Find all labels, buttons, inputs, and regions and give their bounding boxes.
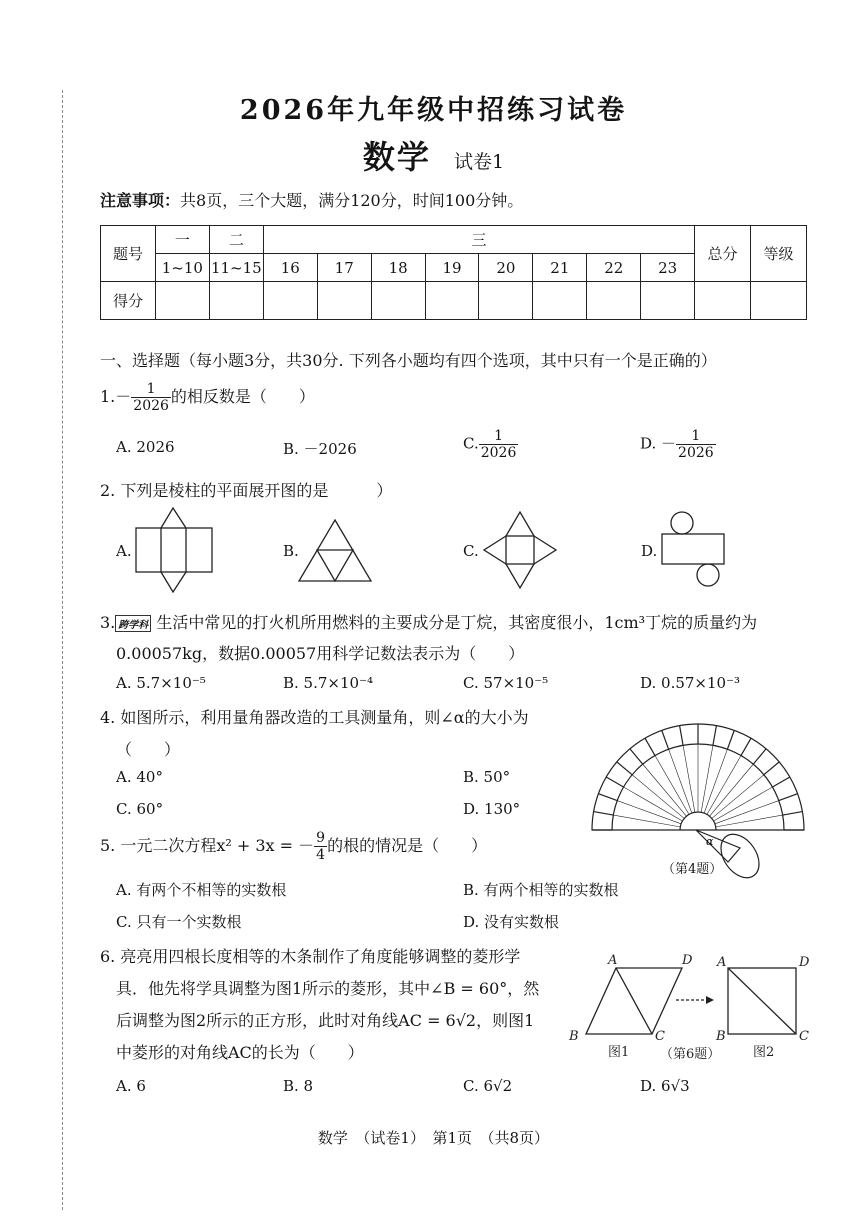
q5-fraction xyxy=(314,830,327,863)
protractor-tick xyxy=(645,738,655,755)
q-num: 17 xyxy=(317,254,371,282)
protractor-tick xyxy=(606,777,623,787)
rhombus-diagonal xyxy=(616,968,652,1034)
protractor-tick xyxy=(764,762,779,775)
q6-option-b: B. 8 xyxy=(283,1077,314,1095)
question-6: 6. 亮亮用四根长度相等的木条制作了角度能够调整的菱形学 xyxy=(100,947,521,966)
page-footer: 数学 （试卷1） 第1页 （共8页） xyxy=(317,1129,550,1147)
fig1-vertex-a: A xyxy=(608,953,618,968)
q6-caption: （第6题） xyxy=(660,1047,721,1062)
q6-stem-line3: 后调整为图2所示的正方形，此时对角线AC = 6√2，则图1 xyxy=(116,1011,535,1030)
protractor-ray xyxy=(704,749,727,813)
q2-option-d: D. xyxy=(641,542,658,560)
numerator: 1 xyxy=(479,428,519,445)
q2-figure-d xyxy=(660,510,726,590)
q5-stem: 的根的情况是（ ） xyxy=(327,836,488,855)
q1-option-c-label: C. xyxy=(463,434,479,453)
denominator: 4 xyxy=(316,847,326,863)
q2-figure-c xyxy=(482,510,558,590)
notice-label: 注意事项： xyxy=(100,191,181,210)
protractor-tick xyxy=(779,794,798,801)
q1-option-d xyxy=(640,428,716,461)
q2-option-b: B. xyxy=(283,542,299,560)
protractor-ray xyxy=(669,749,692,813)
score-cell[interactable] xyxy=(587,282,641,320)
range-11-15: 11~15 xyxy=(209,254,263,282)
q1-option-c xyxy=(463,428,518,461)
protractor-tick xyxy=(727,730,734,749)
protractor-ray xyxy=(613,815,680,827)
row-label-score: 得分 xyxy=(101,282,156,320)
question-5 xyxy=(100,830,487,863)
notice-text: 共8页，三个大题，满分120分，时间100分钟。 xyxy=(180,191,524,210)
angle-alpha-label: α xyxy=(706,835,714,848)
q4-stem-line2: （ ） xyxy=(116,740,181,759)
fig2-vertex-b: B xyxy=(716,1029,726,1044)
q3-stem-line1: 生活中常见的打火机所用燃料的主要成分是丁烷，其密度很小，1cm³丁烷的质量约为 xyxy=(156,613,758,632)
row-label-question: 题号 xyxy=(101,226,156,282)
q1-denominator: 2026 xyxy=(133,398,169,414)
protractor-tick xyxy=(772,777,789,787)
binding-margin-line xyxy=(62,90,63,1210)
q3-stem-line2: 0.00057kg，数据0.00057用科学记数法表示为（ ） xyxy=(116,644,525,663)
score-cell[interactable] xyxy=(641,282,695,320)
protractor-tick xyxy=(680,726,683,746)
question-3 xyxy=(100,610,757,633)
section-two: 二 xyxy=(209,226,263,254)
q6-option-a: A. 6 xyxy=(116,1077,146,1095)
question-1 xyxy=(100,381,315,414)
q6-stem-line2: 具．他先将学具调整为图1所示的菱形，其中∠B = 60°，然 xyxy=(116,979,540,998)
score-cell[interactable] xyxy=(263,282,317,320)
q5-option-c: C. 只有一个实数根 xyxy=(116,913,242,931)
score-cell[interactable] xyxy=(155,282,209,320)
q6-option-c: C. 6√2 xyxy=(463,1077,513,1095)
denominator: 2026 xyxy=(480,445,517,461)
protractor-tick xyxy=(630,749,643,764)
q-num: 20 xyxy=(479,254,533,282)
fig2-vertex-c: C xyxy=(799,1029,809,1044)
q5-option-b: B. 有两个相等的实数根 xyxy=(463,881,619,899)
protractor-tick xyxy=(783,812,803,815)
protractor-tick xyxy=(617,762,632,775)
score-cell[interactable] xyxy=(209,282,263,320)
q3-option-c: C. 57×10⁻⁵ xyxy=(463,674,549,692)
protractor-tick xyxy=(753,749,766,764)
q1-option-d-fraction xyxy=(676,428,716,461)
section-one: 一 xyxy=(155,226,209,254)
q1-number: 1. xyxy=(100,387,116,406)
q1-numerator: 1 xyxy=(131,381,171,398)
q1-option-b: B. －2026 xyxy=(283,440,357,458)
protractor-tick xyxy=(594,812,614,815)
q1-option-d-label: D. － xyxy=(640,434,677,453)
q1-option-c-fraction xyxy=(479,428,519,461)
q-num: 16 xyxy=(263,254,317,282)
score-cell[interactable] xyxy=(750,282,806,320)
q-num: 21 xyxy=(533,254,587,282)
subject-line xyxy=(0,132,867,178)
q5-option-d: D. 没有实数根 xyxy=(463,913,560,931)
q3-option-b: B. 5.7×10⁻⁴ xyxy=(283,674,373,692)
protractor-ray xyxy=(715,801,779,824)
q2-option-c: C. xyxy=(463,542,479,560)
score-cell[interactable] xyxy=(371,282,425,320)
fig1-vertex-d: D xyxy=(682,953,693,968)
q5-equation: 5. 一元二次方程x² + 3x = － xyxy=(100,836,315,855)
q6-figure xyxy=(566,950,816,1065)
fig2-caption: 图2 xyxy=(753,1045,775,1060)
fig1-vertex-c: C xyxy=(655,1029,665,1044)
q1-fraction xyxy=(131,381,171,414)
fig1-caption: 图1 xyxy=(608,1045,630,1060)
q3-option-a: A. 5.7×10⁻⁵ xyxy=(116,674,206,692)
score-cell[interactable] xyxy=(425,282,479,320)
total-header: 总分 xyxy=(695,226,751,282)
protractor-ray xyxy=(716,815,783,827)
fig2-vertex-a: A xyxy=(717,955,727,970)
protractor-ray xyxy=(617,801,681,824)
protractor-tick xyxy=(662,730,669,749)
q4-caption: （第4题） xyxy=(662,862,723,877)
q3-option-d: D. 0.57×10⁻³ xyxy=(640,674,741,692)
q4-option-c: C. 60° xyxy=(116,800,164,818)
range-1-10: 1~10 xyxy=(155,254,209,282)
interdisciplinary-logo: 跨学科 xyxy=(115,615,151,632)
fig2-vertex-d: D xyxy=(799,955,810,970)
q4-option-a: A. 40° xyxy=(116,768,163,786)
section-heading: 一、选择题（每小题3分，共30分. 下列各小题均有四个选项，其中只有一个是正确的） xyxy=(100,351,717,370)
protractor-ray xyxy=(683,745,695,812)
q3-number: 3. xyxy=(100,613,116,632)
q4-option-b: B. 50° xyxy=(463,768,511,786)
q-num: 19 xyxy=(425,254,479,282)
q6-option-d: D. 6√3 xyxy=(640,1077,690,1095)
q5-option-a: A. 有两个不相等的实数根 xyxy=(116,881,287,899)
q1-stem: 的相反数是（ ） xyxy=(170,387,315,406)
section-three: 三 xyxy=(263,226,694,254)
q4-option-d: D. 130° xyxy=(463,800,521,818)
numerator: 9 xyxy=(316,830,326,846)
grade-header: 等级 xyxy=(750,226,806,282)
score-cell[interactable] xyxy=(317,282,371,320)
score-cell[interactable] xyxy=(533,282,587,320)
protractor-tick xyxy=(713,726,716,746)
q2-figure-a xyxy=(134,505,214,595)
score-cell[interactable] xyxy=(695,282,751,320)
q1-minus: － xyxy=(115,387,132,406)
score-table xyxy=(100,225,807,320)
fig1-vertex-b: B xyxy=(569,1029,579,1044)
denominator: 2026 xyxy=(678,445,714,461)
arrowhead xyxy=(706,996,714,1004)
q2-figure-b xyxy=(297,518,373,584)
notice xyxy=(100,188,523,211)
q6-stem-line4: 中菱形的对角线AC的长为（ ） xyxy=(116,1043,364,1062)
question-2: 2. 下列是棱柱的平面展开图的是 ） xyxy=(100,481,393,500)
subject-name: 数学 xyxy=(362,138,431,176)
numerator: 1 xyxy=(676,428,716,445)
q2-option-a: A. xyxy=(116,542,132,560)
exam-title: 2026年九年级中招练习试卷 xyxy=(239,95,628,126)
q1-option-a: A. 2026 xyxy=(116,438,175,456)
question-4: 4. 如图所示，利用量角器改造的工具测量角，则∠α的大小为 xyxy=(100,708,529,727)
q-num: 23 xyxy=(641,254,695,282)
q-num: 18 xyxy=(371,254,425,282)
square-diagonal xyxy=(728,968,796,1034)
q-num: 22 xyxy=(587,254,641,282)
protractor-tick xyxy=(598,794,617,801)
score-cell[interactable] xyxy=(479,282,533,320)
paper-label: 试卷1 xyxy=(454,151,505,173)
protractor-tick xyxy=(741,738,751,755)
protractor-ray xyxy=(701,745,713,812)
